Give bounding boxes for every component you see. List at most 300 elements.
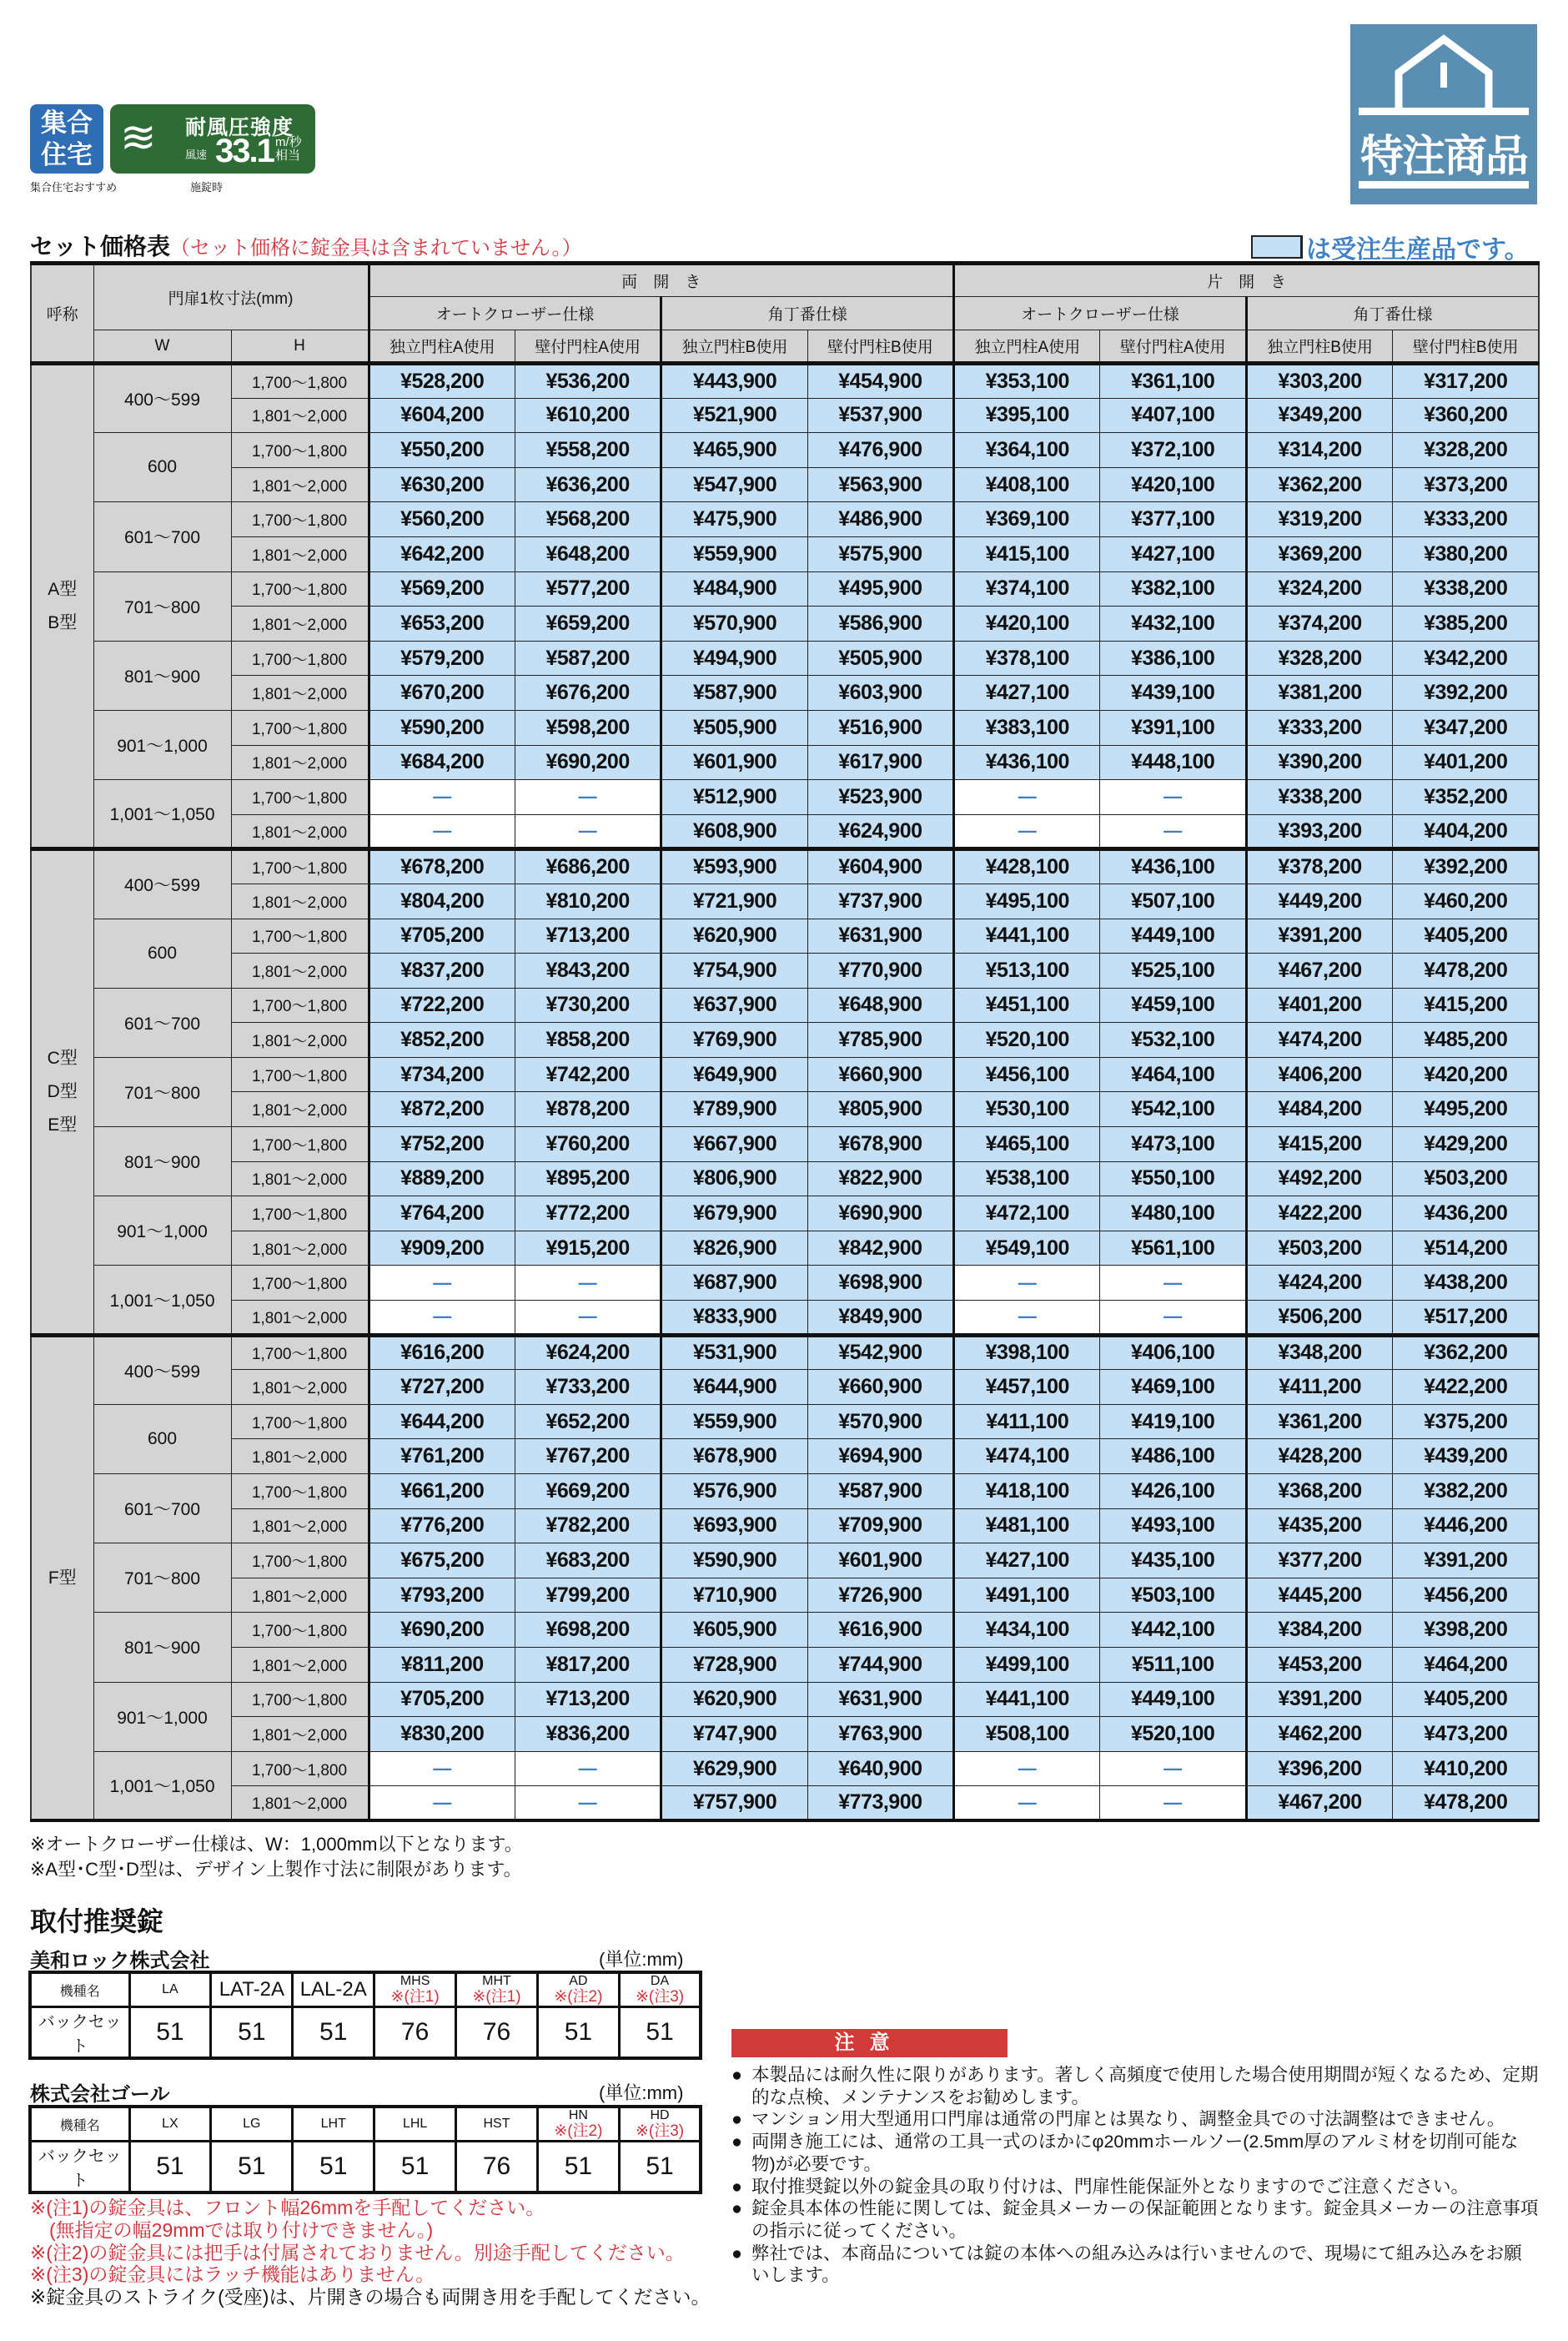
lock-model — [374, 1972, 456, 2007]
backset-value: 51 — [537, 2142, 619, 2193]
type-name: E型 — [48, 1115, 78, 1135]
price-cell: ¥542,900 — [807, 1335, 953, 1370]
width-range: 400～599 — [93, 849, 231, 919]
legend-text: は受注生産品です。 — [1306, 236, 1530, 264]
price-cell: ¥837,200 — [369, 954, 515, 989]
model-name: HD — [650, 2108, 670, 2122]
price-cell: ¥675,200 — [369, 1543, 515, 1578]
lock-table-goal — [28, 2105, 702, 2194]
lock-model — [619, 2107, 701, 2142]
price-cell: ¥604,900 — [807, 849, 953, 884]
table-row — [31, 1474, 1539, 1509]
height-range: 1,801～2,000 — [231, 1786, 369, 1821]
price-cell: ¥793,200 — [369, 1578, 515, 1613]
table-row — [31, 814, 1539, 849]
price-cell: ¥577,200 — [515, 571, 661, 607]
price-cell: ¥576,900 — [661, 1474, 807, 1509]
header-single-door: 片 開 き — [954, 264, 1540, 297]
caution-item: ● 取付推奨錠以外の錠金具の取り付けは、門扉性能保証外となりますのでご注意ください。 — [731, 2176, 1539, 2198]
backset-value: 51 — [619, 2142, 701, 2193]
price-cell: ¥462,200 — [1246, 1717, 1392, 1752]
price-cell: ¥590,200 — [369, 710, 515, 745]
maker-name: 美和ロック株式会社 — [30, 1950, 210, 1972]
price-cell: ¥842,900 — [807, 1231, 953, 1266]
price-cell: ¥456,100 — [954, 1057, 1100, 1092]
height-range: 1,700～1,800 — [231, 1335, 369, 1370]
price-cell: ¥453,200 — [1246, 1647, 1392, 1682]
price-cell: ¥667,900 — [661, 1127, 807, 1162]
price-cell: ¥733,200 — [515, 1370, 661, 1405]
price-cell: ¥761,200 — [369, 1439, 515, 1474]
price-cell: ¥760,200 — [515, 1127, 661, 1162]
table-row — [31, 780, 1539, 815]
price-cell: ¥415,200 — [1246, 1127, 1392, 1162]
price-cell: ¥811,200 — [369, 1647, 515, 1682]
price-cell: ¥385,200 — [1393, 607, 1539, 642]
price-cell: ¥469,100 — [1100, 1370, 1246, 1405]
price-cell: ¥328,200 — [1393, 433, 1539, 468]
price-cell: ¥333,200 — [1393, 502, 1539, 537]
header-w: W — [93, 330, 231, 364]
table-row — [31, 954, 1539, 989]
table-row — [31, 536, 1539, 571]
height-range: 1,700～1,800 — [231, 710, 369, 745]
model-header: 機種名 — [30, 1972, 129, 2007]
price-cell: ¥694,900 — [807, 1439, 953, 1474]
price-cell: ¥547,900 — [661, 467, 807, 502]
price-cell: ¥484,900 — [661, 571, 807, 607]
price-cell: ¥494,900 — [661, 641, 807, 676]
apartment-badge-label: 集合住宅 — [41, 108, 93, 169]
height-range: 1,801～2,000 — [231, 1717, 369, 1752]
type-name: F型 — [48, 1568, 77, 1588]
price-cell: ¥392,200 — [1393, 849, 1539, 884]
price-cell: ¥328,200 — [1246, 641, 1392, 676]
header-h: H — [231, 330, 369, 364]
price-cell: ¥640,900 — [807, 1751, 953, 1786]
height-range: 1,801～2,000 — [231, 1439, 369, 1474]
price-cell: ¥448,100 — [1100, 745, 1246, 780]
table-note: ※オートクローザー仕様は、W：1,000mm以下となります。 — [30, 1834, 523, 1855]
price-cell: ¥361,100 — [1100, 364, 1246, 399]
price-cell: ¥432,100 — [1100, 607, 1246, 642]
table-row — [31, 849, 1539, 884]
price-cell: ¥475,900 — [661, 502, 807, 537]
lock-backset-row — [30, 2007, 701, 2059]
caution-item: ● 両開き施工には、通常の工具一式のほかにφ20mmホールソー(2.5mm厚のアルミ材を切削可能な物)が必要です。 — [731, 2131, 1539, 2175]
model-name: AD — [569, 1974, 588, 1988]
price-cell: ¥353,100 — [954, 364, 1100, 399]
price-cell: ¥569,200 — [369, 571, 515, 607]
model-name: HN — [568, 2108, 588, 2122]
wind-caption: 施錠時 — [190, 181, 224, 194]
price-unavailable: — — [515, 1266, 661, 1301]
height-range: 1,700～1,800 — [231, 641, 369, 676]
price-cell: ¥374,200 — [1246, 607, 1392, 642]
type-label — [31, 364, 93, 849]
height-range: 1,700～1,800 — [231, 571, 369, 607]
price-cell: ¥445,200 — [1246, 1578, 1392, 1613]
price-cell: ¥486,900 — [807, 502, 953, 537]
price-cell: ¥495,100 — [954, 884, 1100, 919]
lock-model — [456, 1972, 538, 2007]
table-row — [31, 1196, 1539, 1231]
type-label — [31, 849, 93, 1335]
price-cell: ¥721,900 — [661, 884, 807, 919]
height-range: 1,700～1,800 — [231, 919, 369, 954]
price-cell: ¥480,100 — [1100, 1196, 1246, 1231]
backset-value: 76 — [374, 2007, 456, 2059]
price-cell: ¥604,200 — [369, 398, 515, 433]
model-name: HST — [483, 2117, 510, 2131]
lock-model — [211, 2107, 293, 2142]
price-cell: ¥649,900 — [661, 1057, 807, 1092]
price-cell: ¥593,900 — [661, 849, 807, 884]
price-cell: ¥347,200 — [1393, 710, 1539, 745]
table-row — [31, 1231, 1539, 1266]
price-cell: ¥698,900 — [807, 1266, 953, 1301]
header-corner-hinge: 角丁番仕様 — [661, 297, 954, 330]
height-range: 1,801～2,000 — [231, 1161, 369, 1196]
height-range: 1,801～2,000 — [231, 536, 369, 571]
header-col: 独立門柱A使用 — [954, 330, 1100, 364]
price-cell: ¥429,200 — [1393, 1127, 1539, 1162]
price-cell: ¥426,100 — [1100, 1474, 1246, 1509]
height-range: 1,700～1,800 — [231, 1751, 369, 1786]
backset-value: 51 — [537, 2007, 619, 2059]
height-range: 1,700～1,800 — [231, 364, 369, 399]
height-range: 1,801～2,000 — [231, 467, 369, 502]
price-cell: ¥495,900 — [807, 571, 953, 607]
price-cell: ¥446,200 — [1393, 1508, 1539, 1543]
price-cell: ¥472,100 — [954, 1196, 1100, 1231]
price-cell: ¥849,900 — [807, 1301, 953, 1336]
height-range: 1,801～2,000 — [231, 1508, 369, 1543]
model-name: LG — [243, 2117, 261, 2131]
caution-item: ● 本製品には耐久性に限りがあります。著しく高頻度で使用した場合使用期間が短くなるため、定期的な点検、メンテナンスをお勧めします。 — [731, 2064, 1539, 2108]
price-cell: ¥690,200 — [515, 745, 661, 780]
price-cell: ¥427,100 — [1100, 536, 1246, 571]
price-cell: ¥377,100 — [1100, 502, 1246, 537]
type-name: B型 — [48, 612, 78, 632]
table-row — [31, 1301, 1539, 1336]
price-unavailable: — — [515, 814, 661, 849]
model-note: ※(注1) — [472, 1988, 521, 2006]
price-cell: ¥806,900 — [661, 1161, 807, 1196]
table-row — [31, 641, 1539, 676]
price-cell: ¥726,900 — [807, 1578, 953, 1613]
price-cell: ¥512,900 — [661, 780, 807, 815]
price-cell: ¥586,900 — [807, 607, 953, 642]
price-unavailable: — — [1100, 1266, 1246, 1301]
apartment-badge — [30, 104, 103, 174]
height-range: 1,700～1,800 — [231, 433, 369, 468]
price-cell: ¥563,900 — [807, 467, 953, 502]
height-range: 1,801～2,000 — [231, 1092, 369, 1127]
price-cell: ¥378,200 — [1246, 849, 1392, 884]
price-cell: ¥508,100 — [954, 1717, 1100, 1752]
price-cell: ¥804,200 — [369, 884, 515, 919]
price-cell: ¥730,200 — [515, 988, 661, 1023]
height-range: 1,801～2,000 — [231, 1578, 369, 1613]
header-auto-closer: オートクローザー仕様 — [369, 297, 661, 330]
height-range: 1,801～2,000 — [231, 884, 369, 919]
price-cell: ¥642,200 — [369, 536, 515, 571]
price-cell: ¥601,900 — [807, 1543, 953, 1578]
height-range: 1,801～2,000 — [231, 1301, 369, 1336]
price-cell: ¥525,100 — [1100, 954, 1246, 989]
price-cell: ¥476,900 — [807, 433, 953, 468]
price-cell: ¥460,200 — [1393, 884, 1539, 919]
width-range: 600 — [93, 919, 231, 988]
price-cell: ¥549,100 — [954, 1231, 1100, 1266]
price-cell: ¥909,200 — [369, 1231, 515, 1266]
table-row — [31, 745, 1539, 780]
price-cell: ¥505,900 — [661, 710, 807, 745]
price-cell: ¥422,200 — [1246, 1196, 1392, 1231]
price-unavailable: — — [369, 780, 515, 815]
price-cell: ¥505,900 — [807, 641, 953, 676]
lock-table-miwa — [28, 1971, 702, 2060]
price-cell: ¥317,200 — [1393, 364, 1539, 399]
header-double-door: 両 開 き — [369, 264, 954, 297]
price-cell: ¥550,100 — [1100, 1161, 1246, 1196]
model-name: LAL-2A — [299, 1978, 367, 2001]
model-header: 機種名 — [30, 2107, 129, 2142]
price-cell: ¥492,200 — [1246, 1161, 1392, 1196]
price-cell: ¥770,900 — [807, 954, 953, 989]
price-cell: ¥474,100 — [954, 1439, 1100, 1474]
price-cell: ¥503,200 — [1393, 1161, 1539, 1196]
price-cell: ¥587,200 — [515, 641, 661, 676]
price-cell: ¥420,200 — [1393, 1057, 1539, 1092]
price-unavailable: — — [954, 1266, 1100, 1301]
price-cell: ¥744,900 — [807, 1647, 953, 1682]
table-row — [31, 1161, 1539, 1196]
height-range: 1,700～1,800 — [231, 502, 369, 537]
price-cell: ¥428,200 — [1246, 1439, 1392, 1474]
lock-notes — [30, 2197, 710, 2308]
width-range: 600 — [93, 1404, 231, 1473]
price-cell: ¥410,200 — [1393, 1751, 1539, 1786]
price-cell: ¥826,900 — [661, 1231, 807, 1266]
width-range: 701～800 — [93, 1057, 231, 1126]
price-cell: ¥805,900 — [807, 1092, 953, 1127]
price-unavailable: — — [369, 1266, 515, 1301]
price-unavailable: — — [954, 814, 1100, 849]
price-cell: ¥637,900 — [661, 988, 807, 1023]
price-cell: ¥398,200 — [1393, 1613, 1539, 1648]
price-cell: ¥406,100 — [1100, 1335, 1246, 1370]
height-range: 1,700～1,800 — [231, 1057, 369, 1092]
price-cell: ¥670,200 — [369, 676, 515, 711]
model-note: ※(注3) — [635, 1988, 685, 2006]
table-row — [31, 502, 1539, 537]
price-cell: ¥531,900 — [661, 1335, 807, 1370]
model-name: LAT-2A — [219, 1978, 284, 2001]
maker-name: 株式会社ゴール — [30, 2083, 170, 2106]
price-cell: ¥436,100 — [1100, 849, 1246, 884]
price-cell: ¥380,200 — [1393, 536, 1539, 571]
wind-resistance-badge — [110, 104, 315, 174]
price-cell: ¥434,100 — [954, 1613, 1100, 1648]
price-cell: ¥537,900 — [807, 398, 953, 433]
table-row — [31, 1439, 1539, 1474]
price-cell: ¥499,100 — [954, 1647, 1100, 1682]
lock-model — [537, 1972, 619, 2007]
price-cell: ¥383,100 — [954, 710, 1100, 745]
price-cell: ¥441,100 — [954, 919, 1100, 954]
height-range: 1,801～2,000 — [231, 745, 369, 780]
legend-swatch — [1251, 235, 1303, 259]
width-range: 400～599 — [93, 364, 231, 433]
price-cell: ¥754,900 — [661, 954, 807, 989]
price-cell: ¥630,200 — [369, 467, 515, 502]
price-cell: ¥669,200 — [515, 1474, 661, 1509]
height-range: 1,700～1,800 — [231, 1474, 369, 1509]
price-cell: ¥441,100 — [954, 1682, 1100, 1717]
price-cell: ¥493,100 — [1100, 1508, 1246, 1543]
price-cell: ¥377,200 — [1246, 1543, 1392, 1578]
table-row — [31, 398, 1539, 433]
price-cell: ¥398,100 — [954, 1335, 1100, 1370]
price-cell: ¥598,200 — [515, 710, 661, 745]
height-range: 1,700～1,800 — [231, 1127, 369, 1162]
price-cell: ¥319,200 — [1246, 502, 1392, 537]
table-row — [31, 1786, 1539, 1821]
price-cell: ¥391,200 — [1246, 919, 1392, 954]
type-name: A型 — [48, 579, 78, 599]
price-cell: ¥486,100 — [1100, 1439, 1246, 1474]
price-cell: ¥605,900 — [661, 1613, 807, 1648]
price-cell: ¥408,100 — [954, 467, 1100, 502]
backset-label: バックセット — [30, 2142, 129, 2193]
price-unavailable: — — [515, 1786, 661, 1821]
price-cell: ¥520,100 — [1100, 1717, 1246, 1752]
backset-label: バックセット — [30, 2007, 129, 2059]
header-size: 門扉1枚寸法(mm) — [93, 264, 369, 330]
lock-note: ※(注1)の錠金具は、フロント幅26mmを手配してください。 — [30, 2197, 545, 2218]
table-row — [31, 1057, 1539, 1092]
price-cell: ¥858,200 — [515, 1023, 661, 1058]
price-cell: ¥401,200 — [1246, 988, 1392, 1023]
price-cell: ¥439,200 — [1393, 1439, 1539, 1474]
price-cell: ¥396,200 — [1246, 1751, 1392, 1786]
price-cell: ¥465,100 — [954, 1127, 1100, 1162]
lock-model — [293, 1972, 374, 2007]
price-cell: ¥660,900 — [807, 1057, 953, 1092]
price-cell: ¥679,900 — [661, 1196, 807, 1231]
price-cell: ¥659,200 — [515, 607, 661, 642]
price-cell: ¥373,200 — [1393, 467, 1539, 502]
lock-model — [537, 2107, 619, 2142]
price-cell: ¥757,900 — [661, 1786, 807, 1821]
price-cell: ¥728,900 — [661, 1647, 807, 1682]
price-cell: ¥507,100 — [1100, 884, 1246, 919]
price-cell: ¥550,200 — [369, 433, 515, 468]
header-corner-hinge: 角丁番仕様 — [1246, 297, 1539, 330]
backset-value: 51 — [211, 2142, 293, 2193]
width-range: 701～800 — [93, 571, 231, 641]
price-cell: ¥559,900 — [661, 1404, 807, 1439]
price-cell: ¥782,200 — [515, 1508, 661, 1543]
price-cell: ¥360,200 — [1393, 398, 1539, 433]
width-range: 701～800 — [93, 1543, 231, 1613]
price-cell: ¥420,100 — [954, 607, 1100, 642]
table-row — [31, 1508, 1539, 1543]
table-row — [31, 1127, 1539, 1162]
height-range: 1,801～2,000 — [231, 607, 369, 642]
width-range: 801～900 — [93, 1127, 231, 1196]
price-cell: ¥405,200 — [1393, 919, 1539, 954]
price-cell: ¥560,200 — [369, 502, 515, 537]
price-table — [30, 261, 1540, 1822]
title-subtitle: （セット価格に錠金具は含まれていません。） — [170, 237, 582, 259]
price-cell: ¥451,100 — [954, 988, 1100, 1023]
model-name: LX — [162, 2117, 178, 2131]
price-cell: ¥693,900 — [661, 1508, 807, 1543]
price-cell: ¥590,900 — [661, 1543, 807, 1578]
special-order-badge — [1350, 24, 1537, 204]
price-cell: ¥683,200 — [515, 1543, 661, 1578]
price-cell: ¥678,200 — [369, 849, 515, 884]
price-cell: ¥737,900 — [807, 884, 953, 919]
height-range: 1,801～2,000 — [231, 1023, 369, 1058]
price-cell: ¥449,100 — [1100, 919, 1246, 954]
price-cell: ¥478,200 — [1393, 954, 1539, 989]
price-cell: ¥407,100 — [1100, 398, 1246, 433]
price-cell: ¥484,200 — [1246, 1092, 1392, 1127]
price-cell: ¥503,200 — [1246, 1231, 1392, 1266]
price-cell: ¥822,900 — [807, 1161, 953, 1196]
price-cell: ¥648,200 — [515, 536, 661, 571]
price-cell: ¥843,200 — [515, 954, 661, 989]
table-row — [31, 571, 1539, 607]
price-cell: ¥391,200 — [1393, 1543, 1539, 1578]
price-cell: ¥436,100 — [954, 745, 1100, 780]
price-cell: ¥570,900 — [807, 1404, 953, 1439]
price-cell: ¥734,200 — [369, 1057, 515, 1092]
lock-model — [129, 1972, 211, 2007]
price-unavailable: — — [954, 1786, 1100, 1821]
width-range: 801～900 — [93, 1613, 231, 1682]
price-cell: ¥660,900 — [807, 1370, 953, 1405]
height-range: 1,700～1,800 — [231, 1404, 369, 1439]
price-cell: ¥789,900 — [661, 1092, 807, 1127]
table-row — [31, 676, 1539, 711]
price-cell: ¥752,200 — [369, 1127, 515, 1162]
price-cell: ¥378,100 — [954, 641, 1100, 676]
price-cell: ¥411,200 — [1246, 1370, 1392, 1405]
price-cell: ¥382,200 — [1393, 1474, 1539, 1509]
header-name: 呼称 — [31, 264, 93, 364]
price-cell: ¥536,200 — [515, 364, 661, 399]
price-cell: ¥521,900 — [661, 398, 807, 433]
price-unavailable: — — [1100, 814, 1246, 849]
price-unavailable: — — [515, 1301, 661, 1336]
width-range: 601～700 — [93, 1474, 231, 1543]
price-cell: ¥690,900 — [807, 1196, 953, 1231]
price-cell: ¥587,900 — [807, 1474, 953, 1509]
price-cell: ¥474,200 — [1246, 1023, 1392, 1058]
price-cell: ¥678,900 — [661, 1439, 807, 1474]
height-range: 1,801～2,000 — [231, 676, 369, 711]
price-cell: ¥485,200 — [1393, 1023, 1539, 1058]
price-cell: ¥495,200 — [1393, 1092, 1539, 1127]
price-cell: ¥836,200 — [515, 1717, 661, 1752]
table-row — [31, 1613, 1539, 1648]
price-cell: ¥338,200 — [1246, 780, 1392, 815]
